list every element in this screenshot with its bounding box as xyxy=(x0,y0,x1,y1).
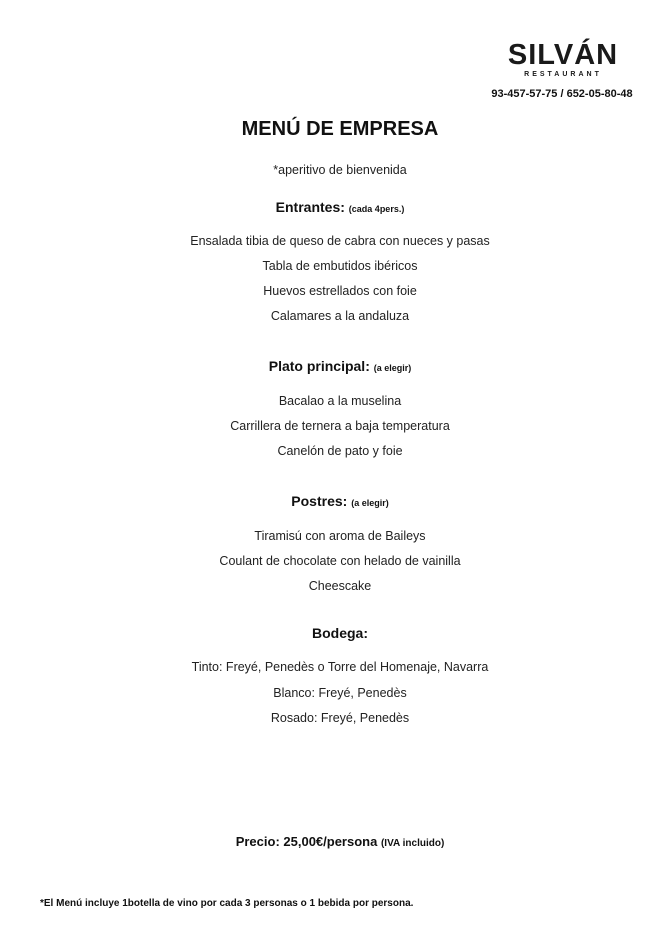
section-heading-postres xyxy=(0,493,672,509)
price-line xyxy=(0,834,672,849)
footnote: *El Menú incluye 1botella de vino por cada 3 personas o 1 bebida por persona. xyxy=(40,898,414,909)
brand-subtitle: RESTAURANT xyxy=(524,71,602,78)
welcome-note: *aperitivo de bienvenida xyxy=(273,163,407,177)
section-heading-label: Entrantes: xyxy=(275,199,345,215)
phone-numbers: 93-457-57-75 / 652-05-80-48 xyxy=(491,88,633,100)
menu-item: Carrillera de ternera a baja temperatura xyxy=(230,419,450,433)
menu-item: Coulant de chocolate con helado de vainilla xyxy=(219,554,461,568)
section-heading-label: Bodega: xyxy=(312,625,368,641)
menu-item: Blanco: Freyé, Penedès xyxy=(273,686,407,700)
menu-item: Tiramisú con aroma de Baileys xyxy=(254,529,426,543)
section-heading-label: Postres: xyxy=(291,493,348,509)
menu-item: Tinto: Freyé, Penedès o Torre del Homenaje, Navarra xyxy=(191,660,489,674)
section-heading-principal xyxy=(0,358,672,374)
section-heading-note: (a elegir) xyxy=(351,498,389,508)
menu-title: MENÚ DE EMPRESA xyxy=(241,118,439,140)
section-heading-bodega xyxy=(0,625,672,641)
menu-item: Cheescake xyxy=(308,579,372,593)
section-heading-label: Plato principal: xyxy=(268,358,370,374)
menu-item: Rosado: Freyé, Penedès xyxy=(270,711,410,725)
menu-item: Ensalada tibia de queso de cabra con nueces y pasas xyxy=(190,234,490,248)
menu-item: Tabla de embutidos ibéricos xyxy=(262,259,418,273)
brand-name: SILVÁN xyxy=(507,39,619,71)
price-label: Precio: 25,00€/persona xyxy=(235,834,378,849)
menu-item: Bacalao a la muselina xyxy=(278,394,402,408)
price-note: (IVA incluido) xyxy=(380,838,445,849)
restaurant-logo xyxy=(486,40,640,79)
section-heading-note: (a elegir) xyxy=(373,363,412,373)
menu-item: Huevos estrellados con foie xyxy=(263,284,417,298)
menu-item: Calamares a la andaluza xyxy=(270,309,410,323)
menu-item: Canelón de pato y foie xyxy=(277,444,403,458)
section-heading-entrantes xyxy=(0,199,672,215)
section-heading-note: (cada 4pers.) xyxy=(348,204,405,214)
